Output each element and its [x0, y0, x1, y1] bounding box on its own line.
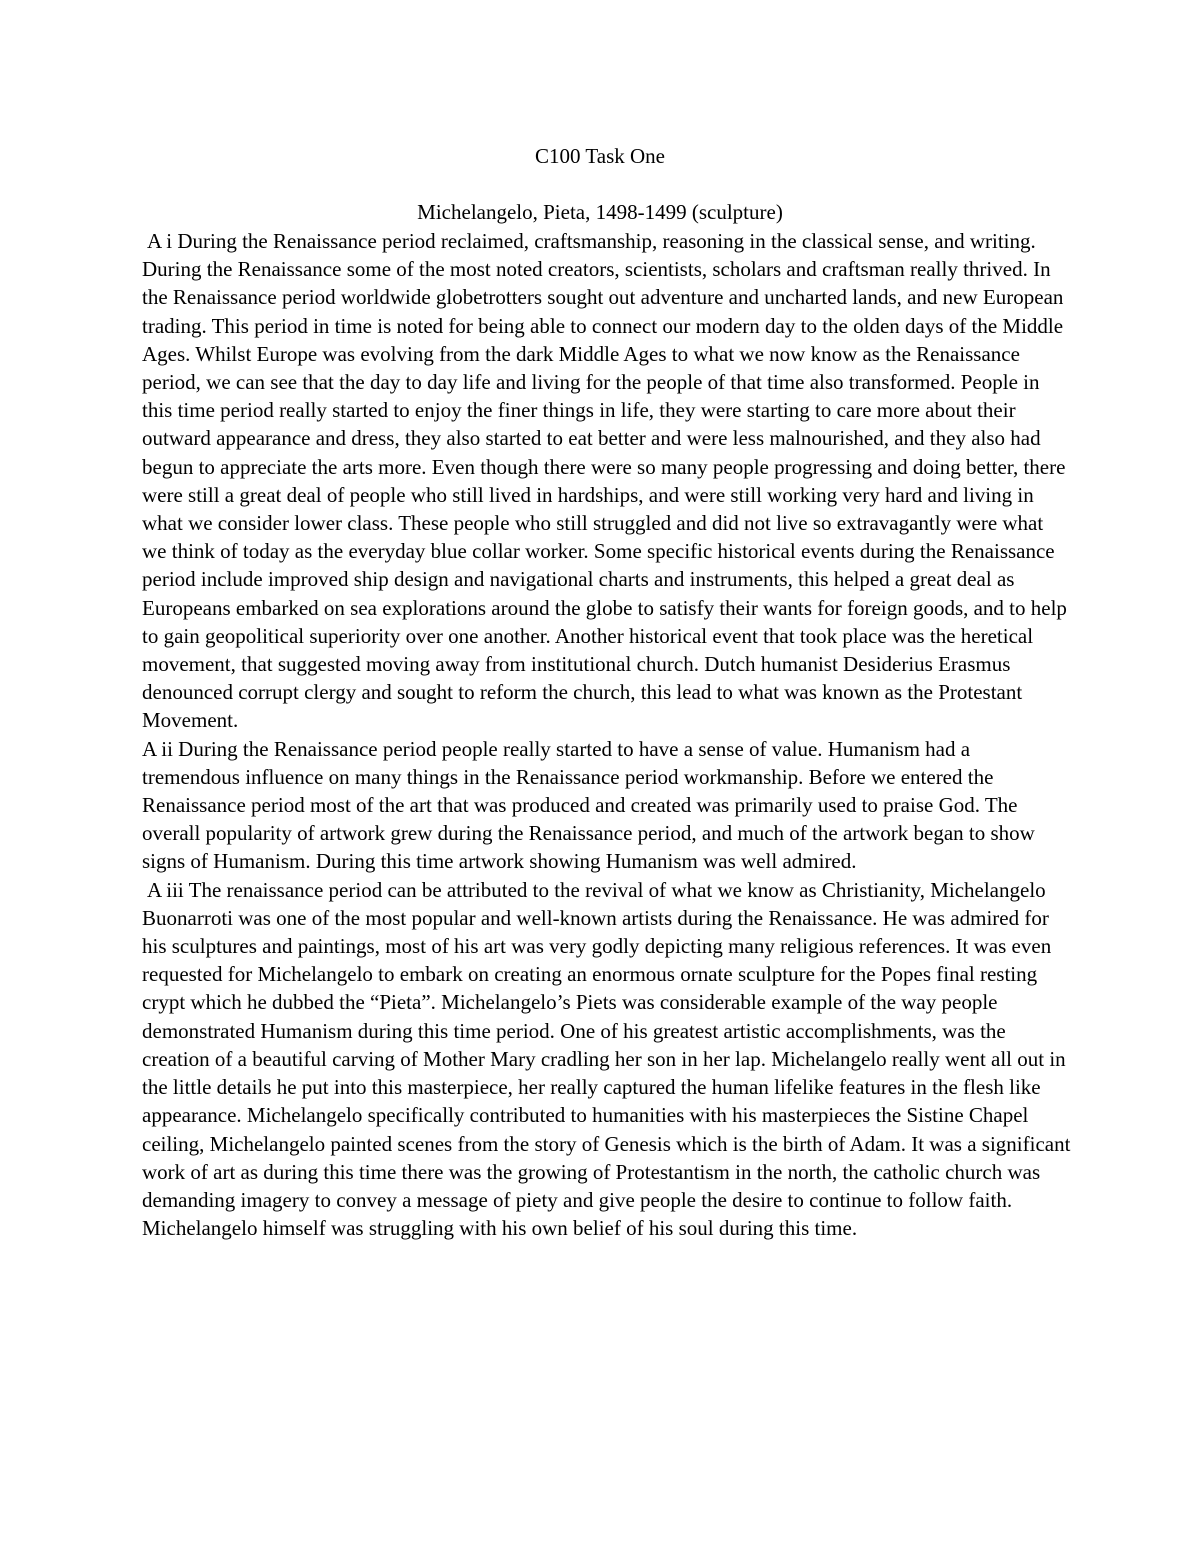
paragraph-a-iii: A iii The renaissance period can be attributed to the revival of what we know as Christianity, Michelangelo Buonarroti was one of the most popular and well-known artists during the Renaissance. He was admired for his sculptures and paintings, most of his art was very godly depicting many religious references. It was even requested for Michelangelo to embark on creating an enormous ornate sculpture for the Popes final resting crypt which he dubbed the “Pieta”. Michelangelo’s Piets was considerable example of the way people demonstrated Humanism during this time period. One of his greatest artistic accomplishments, was the creation of a beautiful carving of Mother Mary cradling her son in her lap. Michelangelo really went all out in the little details he put into this masterpiece, her really captured the human lifelike features in the flesh like appearance. Michelangelo specifically contributed to humanities with his masterpieces the Sistine Chapel ceiling, Michelangelo painted scenes from the story of Genesis which is the birth of Adam. It was a significant work of art as during this time there was the growing of Protestantism in the north, the catholic church was demanding imagery to convey a message of piety and give people the desire to continue to follow faith. Michelangelo himself was struggling with his own belief of his soul during this time.: [142, 877, 1071, 1241]
paragraph-a-i: A i During the Renaissance period reclaimed, craftsmanship, reasoning in the classical sense, and writing. During the Renaissance some of the most noted creators, scientists, scholars and craftsman really thrived. In the Renaissance period worldwide globetrotters sought out adventure and uncharted lands, and new European trading. This period in time is noted for being able to connect our modern day to the olden days of the Middle Ages. Whilst Europe was evolving from the dark Middle Ages to what we now know as the Renaissance period, we can see that the day to day life and living for the people of that time also transformed. People in this time period really started to enjoy the finer things in life, they were starting to care more about their outward appearance and dress, they also started to eat better and were less malnourished, and they also had begun to appreciate the arts more. Even though there were so many people progressing and doing better, there were still a great deal of people who still lived in hardships, and were still working very hard and living in what we consider lower class. These people who still struggled and did not live so extravagantly were what we think of today as the everyday blue collar worker. Some specific historical events during the Renaissance period include improved ship design and navigational charts and instruments, this helped a great deal as Europeans embarked on sea explorations around the globe to satisfy their wants for foreign goods, and to help to gain geopolitical superiority over one another. Another historical event that took place was the heretical movement, that suggested moving away from institutional church. Dutch humanist Desiderius Erasmus denounced corrupt clergy and sought to reform the church, this lead to what was known as the Protestant Movement.: [142, 229, 1067, 733]
document-subtitle: Michelangelo, Pieta, 1498-1499 (sculpture): [417, 200, 783, 224]
paragraph-a-ii: A ii During the Renaissance period people really started to have a sense of value. Humanism had a tremendous influence on many things in the Renaissance period workmanship. Before we entered the Renaissance period most of the art that was produced and created was primarily used to praise God. The overall popularity of artwork grew during the Renaissance period, and much of the artwork began to show signs of Humanism. During this time artwork showing Humanism was well admired.: [142, 736, 1035, 874]
document-title: C100 Task One: [535, 144, 665, 168]
document-body: [142, 227, 1072, 1242]
